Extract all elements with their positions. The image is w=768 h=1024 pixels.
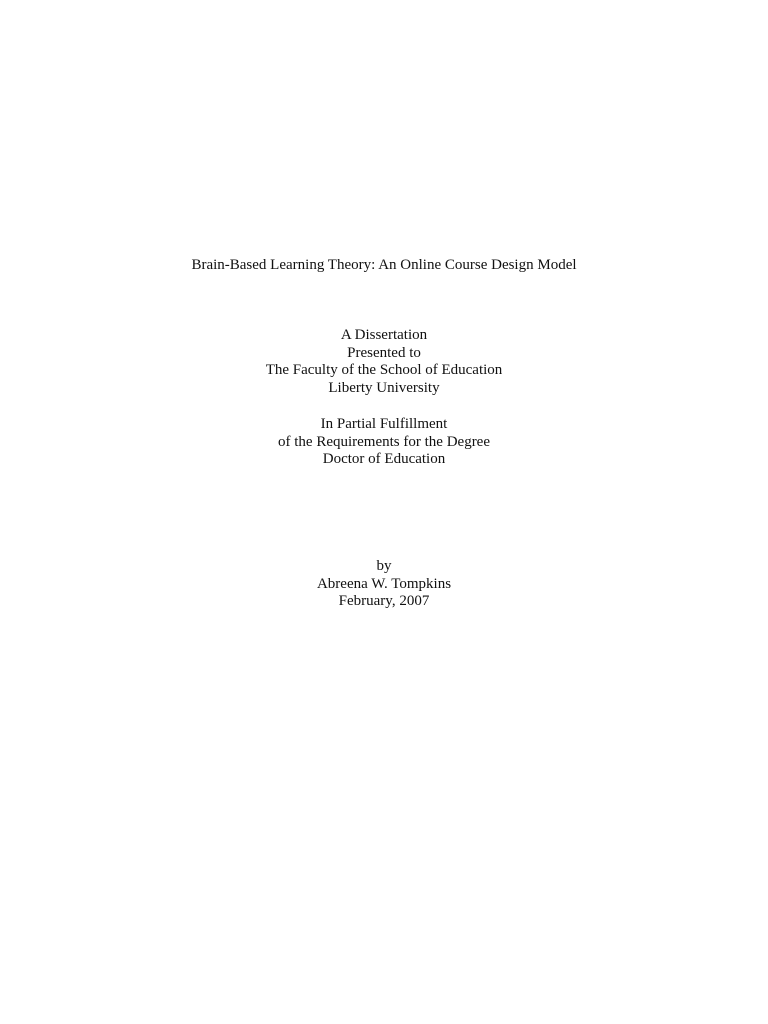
- university-name: Liberty University: [328, 379, 440, 396]
- byline-block: [0, 558, 768, 611]
- presentation-block: [0, 327, 768, 397]
- dissertation-title: Brain-Based Learning Theory: An Online Course Design Model: [191, 257, 577, 273]
- presented-to: Presented to: [347, 344, 421, 361]
- author-name: Abreena W. Tompkins: [316, 575, 452, 592]
- fulfillment-block: [0, 416, 768, 469]
- faculty-name: The Faculty of the School of Education: [265, 362, 503, 378]
- document-type: A Dissertation: [340, 327, 428, 343]
- fulfillment-line: In Partial Fulfillment: [320, 416, 448, 432]
- by-label: by: [376, 558, 392, 574]
- requirements-line: of the Requirements for the Degree: [278, 433, 490, 450]
- submission-date: February, 2007: [338, 593, 430, 609]
- degree-name: Doctor of Education: [322, 451, 446, 467]
